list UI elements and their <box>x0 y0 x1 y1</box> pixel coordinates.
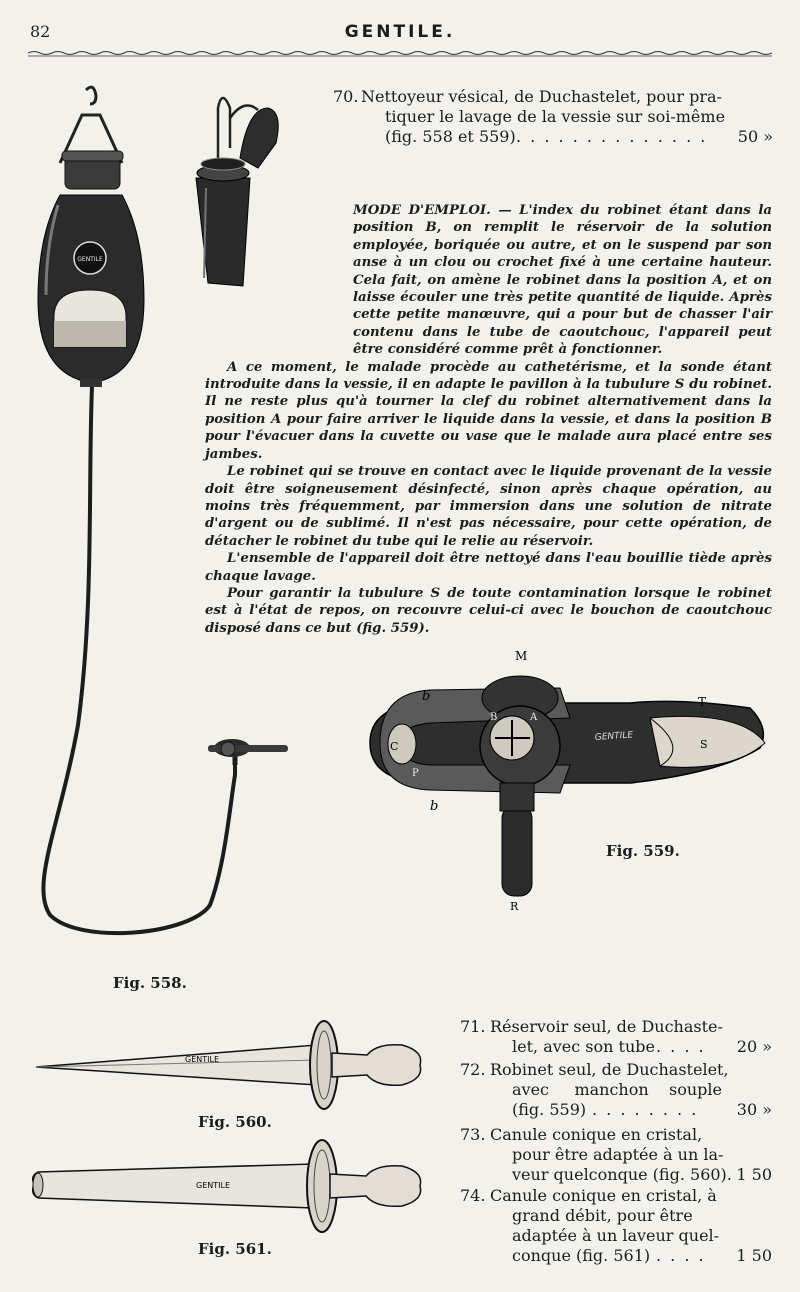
item-number: 71. <box>460 1017 486 1036</box>
item-description-line: avec manchon souple <box>512 1080 722 1099</box>
catalog-item-71 <box>460 1017 772 1059</box>
item-description-line: Robinet seul, de Duchastelet, <box>490 1060 729 1079</box>
item-number: 74. <box>460 1186 486 1205</box>
item-description-line: Réservoir seul, de Duchaste- <box>490 1017 723 1036</box>
catalog-item-72 <box>460 1060 772 1122</box>
item-number: 72. <box>460 1060 486 1079</box>
stopcock-illustration <box>360 648 780 913</box>
item-price: 20 » <box>736 1037 772 1056</box>
instructions-paragraph: Le robinet qui se trouve en contact avec le liquide provenant de la vessie doit être soigneusement désinfecté, sinon après chaque opération, au moins très fréquemment, par immersion dans une solution de nitrate d'argent ou de sublimé. Il n'est pas nécessaire, pour cette opération, de détacher le robinet du tube qui le relie au réservoir. <box>205 464 772 549</box>
stopcock-brand-text: GENTILE <box>594 730 634 743</box>
label-letter-s: S <box>700 738 708 751</box>
instructions-paragraph: L'ensemble de l'appareil doit être nettoyé dans l'eau bouillie tiède après chaque lavage. <box>205 551 772 584</box>
item-leader: . . . . <box>656 1246 706 1265</box>
item-leader: . . . . . . . . <box>592 1100 699 1119</box>
item-description-line: conque (fig. 561) <box>512 1246 651 1265</box>
nozzle-cap-illustration <box>188 88 283 288</box>
item-description-line: Canule conique en cristal, <box>490 1125 703 1144</box>
item-price: 1 50 <box>736 1246 772 1265</box>
bag-brand-text: GENTILE <box>77 256 103 263</box>
catalog-item-70 <box>333 87 773 149</box>
instructions-label: MODE D'EMPLOI. <box>353 203 491 218</box>
label-letter-b-key: B <box>490 712 498 723</box>
instructions-paragraph: Pour garantir la tubulure S de toute contamination lorsque le robinet est à l'état de repos, on recouvre celui-ci avec le bouchon de caoutchouc disposé dans ce but (fig. 559). <box>205 585 772 636</box>
figure-caption: Fig. 558. <box>113 974 187 992</box>
item-description-line: veur quelconque (fig. 560). <box>512 1165 732 1184</box>
item-description-line: Nettoyeur vésical, de Duchastelet, pour pra- <box>361 87 722 106</box>
item-price: 1 50 <box>736 1165 772 1184</box>
cannula-brand-text: GENTILE <box>196 1181 230 1190</box>
catalog-item-74 <box>460 1186 772 1268</box>
item-description-line: adaptée à un laveur quel- <box>512 1226 720 1245</box>
item-leader: . . . . <box>656 1037 706 1056</box>
item-description-line: (fig. 558 et 559) <box>385 127 516 146</box>
item-description-line: (fig. 559) <box>512 1100 587 1119</box>
cannula-brand-text: GENTILE <box>185 1055 219 1064</box>
item-description-line: pour être adaptée à un la- <box>512 1145 724 1164</box>
item-description-line: grand débit, pour être <box>512 1206 693 1225</box>
item-description-line: Canule conique en cristal, à <box>490 1186 717 1205</box>
figure-caption: Fig. 559. <box>606 842 680 860</box>
item-number: 73. <box>460 1125 486 1144</box>
label-letter-m: M <box>515 649 528 663</box>
item-price: 30 » <box>736 1100 772 1119</box>
label-letter-b-top: b <box>422 689 431 704</box>
label-letter-r: R <box>510 900 519 913</box>
header-divider <box>28 50 772 58</box>
catalog-item-73 <box>460 1125 772 1187</box>
label-letter-p: P <box>412 768 419 779</box>
label-letter-c: C <box>390 740 399 753</box>
label-letter-b-bottom: b <box>430 799 439 814</box>
label-letter-a: A <box>530 712 538 723</box>
item-description-line: tiquer le lavage de la vessie sur soi-même <box>385 107 726 126</box>
cannula-561-illustration <box>28 1138 428 1238</box>
item-description-line: let, avec son tube <box>512 1037 655 1056</box>
instructions-paragraph: MODE D'EMPLOI. — L'index du robinet étant dans la position B, on remplit le réservoir de la solution employée, boriquée ou autre, et on le suspend par son anse à un clou ou crochet fixé à une certaine hauteur. Cela fait, on amène le robinet dans la position A, et on laisse écouler une très petite quantité de liquide. Après cette petite manœuvre, qui a pour but de chasser l'air contenu dans le tube de caoutchouc, l'appareil peut être considéré comme prêt à fonctionner. <box>353 203 772 358</box>
item-leader: . . . . . . . . . . . . . . <box>516 127 708 146</box>
item-number: 70. <box>333 87 359 106</box>
page-title: GENTILE. <box>344 22 456 42</box>
page-number: 82 <box>30 22 51 41</box>
figure-caption: Fig. 561. <box>198 1240 272 1258</box>
instructions-paragraph: A ce moment, le malade procède au cathetérisme, et la sonde étant introduite dans la vessie, il en adapte le pavillon à la tubulure S du robinet. Il ne reste plus qu'à tourner la clef du robinet alternativement dans la position A pour faire arriver le liquide dans la vessie, et dans la position B pour l'évacuer dans la cuvette ou vase que le malade aura placé entre ses jambes. <box>205 359 772 462</box>
figure-caption: Fig. 560. <box>198 1113 272 1131</box>
label-letter-t: T <box>698 695 707 709</box>
item-price: 50 » <box>737 127 773 146</box>
cannula-560-illustration <box>32 1015 427 1115</box>
